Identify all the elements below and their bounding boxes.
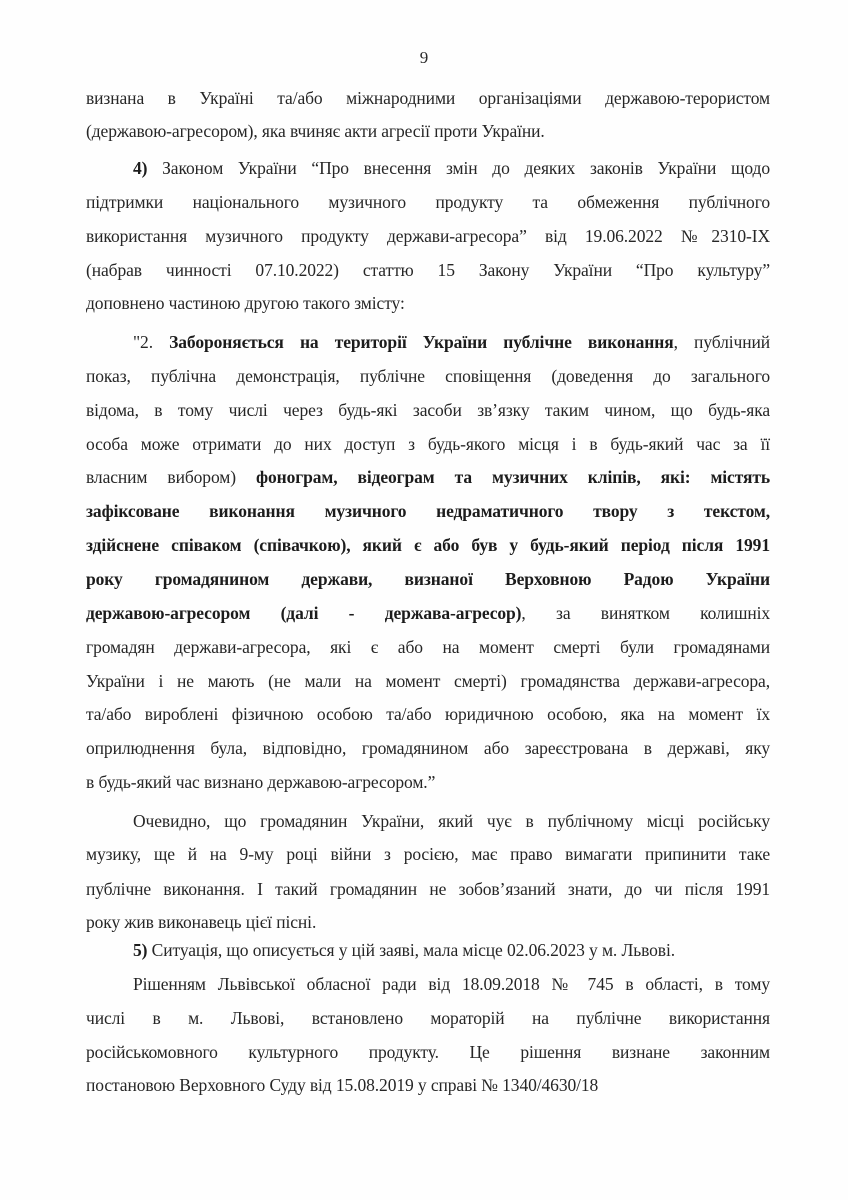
text-run: власним вибором)	[86, 467, 256, 487]
text-line	[86, 912, 770, 936]
text-run: відома, в тому числі через будь-які засоби зв’язку таким чином, що будь-яка	[86, 400, 770, 420]
text-run: "2.	[133, 332, 170, 352]
text-line	[86, 226, 770, 250]
text-run: доповнено частиною другою такого змісту:	[86, 293, 405, 313]
text-run: публічне виконання. І такий громадянин не зобов’язаний знати, до чи після 1991	[86, 879, 770, 899]
text-run: постановою Верховного Суду від 15.08.2019 у справі № 1340/4630/18	[86, 1075, 599, 1095]
text-line	[86, 260, 770, 284]
text-line	[86, 192, 770, 216]
text-run: оприлюднення була, відповідно, громадянином або зареєстрована в державі, яку	[86, 738, 770, 758]
text-run: (державою-агресором), яка вчиняє акти агресії проти України.	[86, 121, 545, 141]
text-run: музику, ще й на 9-му році війни з росією, має право вимагати припинити таке	[86, 844, 770, 864]
text-run: Законом України “Про внесення змін до деяких законів України щодо	[147, 158, 770, 178]
text-line	[86, 738, 770, 762]
text-run: Очевидно, що громадянин України, який чує в публічному місці російську	[133, 811, 770, 831]
text-run: визнана в Україні та/або міжнародними організаціями державою-терористом	[86, 88, 770, 108]
text-run: Ситуація, що описується у цій заяві, мала місце 02.06.2023 у м. Львові.	[147, 940, 676, 960]
text-line	[133, 158, 770, 182]
text-run: в будь-який час визнано державою-агресором.”	[86, 772, 436, 792]
bold-text: здійснене співаком (співачкою), який є або був у будь-який період після 1991	[86, 535, 770, 555]
page-number: 9	[419, 48, 429, 67]
text-line	[133, 811, 770, 835]
text-line	[86, 637, 770, 661]
text-line	[86, 535, 770, 559]
text-run: України і не мають (не мали на момент смерті) громадянства держави-агресора,	[86, 671, 770, 691]
text-run: (набрав чинності 07.10.2022) статтю 15 Закону України “Про культуру”	[86, 260, 770, 280]
text-line	[86, 467, 770, 491]
text-line	[86, 603, 770, 627]
text-run: року жив виконавець цієї пісні.	[86, 912, 317, 932]
text-run: підтримки національного музичного продукту та обмеження публічного	[86, 192, 770, 212]
text-line	[86, 844, 770, 868]
bold-text: зафіксоване виконання музичного недраматичного твору з текстом,	[86, 501, 770, 521]
text-line	[133, 332, 770, 356]
text-run: , за винятком колишніх	[521, 603, 770, 623]
text-line	[86, 501, 770, 525]
text-line	[86, 704, 770, 728]
text-run: та/або вироблені фізичною особою та/або юридичною особою, яка на момент їх	[86, 704, 770, 724]
text-line	[86, 1075, 770, 1099]
bold-text: Забороняється на території України публічне виконання	[169, 332, 674, 352]
text-run: , публічний	[673, 332, 770, 352]
text-run: особа може отримати до них доступ з будь-якого місця і в будь-який час за її	[86, 434, 770, 454]
text-line	[86, 772, 770, 796]
text-line	[86, 293, 770, 317]
text-line	[86, 1008, 770, 1032]
text-run: громадян держави-агресора, які є або на момент смерті були громадянами	[86, 637, 770, 657]
text-line	[86, 400, 770, 424]
text-line	[86, 671, 770, 695]
text-run: числі в м. Львові, встановлено мораторій на публічне використання	[86, 1008, 770, 1028]
text-run: використання музичного продукту держави-агресора” від 19.06.2022 №2310-IX	[86, 226, 770, 246]
text-line	[86, 434, 770, 458]
bold-text: року громадянином держави, визнаної Верховною Радою України	[86, 569, 770, 589]
text-line	[86, 121, 770, 145]
text-line	[133, 940, 770, 964]
text-line	[86, 879, 770, 903]
text-run: російськомовного культурного продукту. Це рішення визнане законним	[86, 1042, 770, 1062]
text-run: Рішенням Львівської обласної ради від 18.09.2018 № 745 в області, в тому	[133, 974, 770, 994]
text-run: показ, публічна демонстрація, публічне сповіщення (доведення до загального	[86, 366, 770, 386]
text-line	[86, 88, 770, 112]
bold-text: державою-агресором (далі - держава-агресор)	[86, 603, 522, 623]
text-line	[86, 1042, 770, 1066]
text-line	[86, 569, 770, 593]
bold-text: фонограм, відеограм та музичних кліпів, які: містять	[255, 467, 770, 487]
bold-text: 4)	[133, 158, 148, 178]
text-line	[86, 366, 770, 390]
bold-text: 5)	[133, 940, 148, 960]
text-line	[133, 974, 770, 998]
